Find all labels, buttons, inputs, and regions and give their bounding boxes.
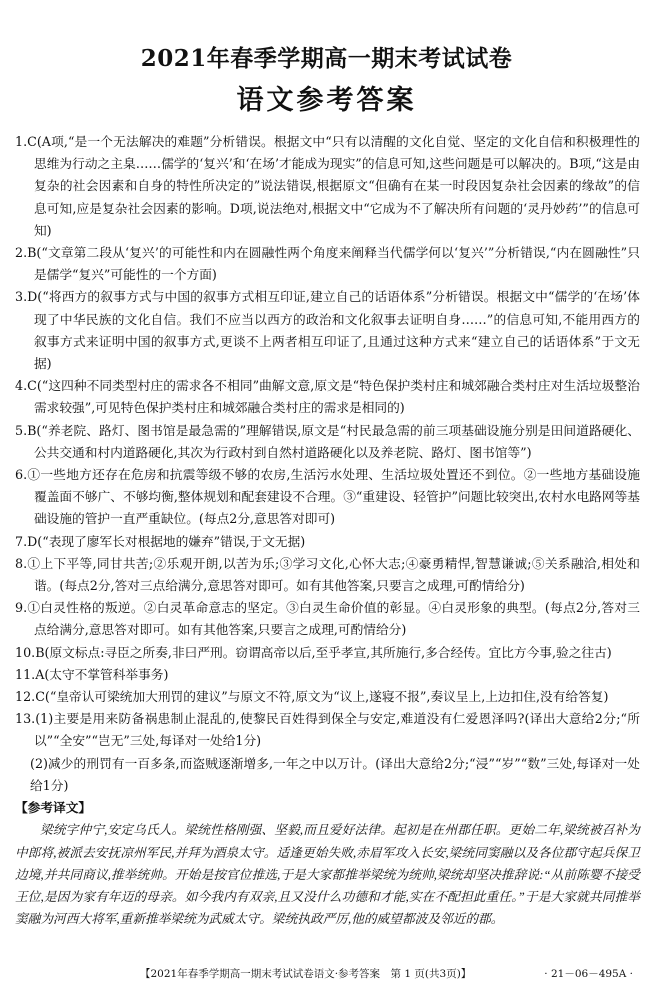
answer-item-13 [15,708,640,752]
exam-title: 2021年春季学期高一期末考试试卷 [140,45,513,72]
answer-text: B(“养老院、路灯、图书馆是最急需的”理解错误,原文是“村民最急需的前三项基础设施分别是田间道路硬化、公共交通和村内道路硬化,其次为行政村到自然村道路硬化以及养老院、路灯、图书馆等”) [27,422,640,460]
answer-item-5 [15,420,640,464]
answer-number: 8. [15,555,28,571]
answer-text: D(“表现了廖军长对根据地的嫌弃”错误,于文无据) [27,533,306,549]
answer-text: ①一些地方还存在危房和抗震等级不够的农房,生活污水处理、生活垃圾处置还不到位。②一些地方基础设施覆盖面不够广、不够均衡,整体规划和配套建设不合理。③“重建设、轻管护”问题比较突出,农村水电路网等基础设施的管护一直严重缺位。(每点2分,意思答对即可) [27,467,640,527]
answer-text: D(“将西方的叙事方式与中国的叙事方式相互印证,建立自己的话语体系”分析错误。根据文中“儒学的‘在场’体现了中华民族的文化自信。我们不应当以西方的政治和文化叙事去证明自身……”的信息可知,不能用西方的叙事方式来证明中国的叙事方式,更谈不上两者相互印证了,且通过这种方式来“建立自己的话语体系”于文无据) [27,289,640,372]
answer-number: 4. [15,378,28,394]
answer-list [15,131,640,930]
answer-number: 11. [15,666,36,682]
answer-text: B(原文标点:寻臣之所奏,非曰严刑。窃谓高帝以后,至乎孝宣,其所施行,多合经传。宜比方今事,验之往古) [35,644,612,660]
answer-number: 2. [15,245,28,261]
answer-number: 3. [15,289,28,305]
answer-text: C(“皇帝认可梁统加大刑罚的建议”与原文不符,原文为“议上,遂寝不报”,奏议呈上,上边扣住,没有给答复) [35,689,609,705]
answer-number: 13. [15,711,36,727]
answer-key-title: 语文参考答案 [236,85,417,116]
answer-number: 7. [15,533,28,549]
answer-number: 6. [15,467,28,483]
reference-translation-heading: 【参考译文】 [15,800,92,816]
answer-item-12 [15,686,640,708]
answer-item-4 [15,375,640,419]
answer-item-2 [15,242,640,286]
answer-number: 9. [15,600,28,616]
answer-text: B(“文章第二段从‘复兴’的可能性和内在圆融性两个角度来阐释当代儒学何以‘复兴’”分析错误,“内在圆融性”只是儒学“复兴”可能性的一个方面) [27,245,640,283]
answer-item-13-part-2: (2)减少的刑罚有一百多条,而盗贼逐渐增多,一年之中以万计。(译出大意给2分;“浸”“岁”“数”三处,每译对一处给1分) [30,755,640,793]
answer-item-8 [15,553,640,597]
answer-number: 10. [15,644,36,660]
answer-number: 12. [15,689,36,705]
answer-item-3 [15,286,640,375]
answer-text: ①白灵性格的叛逆。②白灵革命意志的坚定。③白灵生命价值的彰显。④白灵形象的典型。(每点2分,答对三点给满分,意思答对即可。如有其他答案,只要言之成理,可酌情给分) [27,600,640,638]
answer-text: ①上下平等,同甘共苦;②乐观开朗,以苦为乐;③学习文化,心怀大志;④豪勇精悍,智慧谦诚;⑤关系融洽,相处和谐。(每点2分,答对三点给满分,意思答对即可。如有其他答案,只要言之成理,可酌情给分) [27,555,640,594]
answer-item-11 [15,664,640,686]
answer-number: 5. [15,422,28,438]
footer-code: · 21－06－495A · [544,968,633,980]
answer-text: C(A项,“是一个无法解决的难题”分析错误。根据文中“只有以清醒的文化自觉、坚定的文化自信和积极理性的思维为行动之主臬……儒学的‘复兴’和‘在场’才能成为现实”的信息可知,这些问题是可以解决的。B项,“这是由复杂的社会因素和自身的特性所决定的”说法错误,根据原文“但确有在某一时段因复杂社会因素的缘故”的信息可知,应是复杂社会因素的影响。D项,说法绝对,根据文中“它成为不了解决所有问题的‘灵丹妙药’”的信息可知) [27,134,640,238]
answer-text: (1)主要是用来防备祸患制止混乱的,使黎民百姓得到保全与安定,难道没有仁爱恩泽吗?(译出大意给2分;“所以”“全安”“岂无”三处,每译对一处给1分) [34,711,640,749]
answer-number: 1. [15,134,28,149]
answer-item-9 [15,597,640,641]
answer-text: C(“这四种不同类型村庄的需求各不相同”曲解文意,原文是“特色保护类村庄和城郊融合类村庄对生活垃圾整治需求较强”,可见特色保护类村庄和城郊融合类村庄的需求是相同的) [27,378,640,416]
footer-page-info: 【2021年春季学期高一期末考试试卷语文·参考答案 第 1 页(共3页)】 [140,968,472,980]
reference-translation-text: 梁统字仲宁,安定乌氏人。梁统性格刚强、坚毅,而且爱好法律。起初是在州郡任职。更始二年,梁统被召补为中郎将,被派去安抚凉州军民,并拜为酒泉太守。适逢更始失败,赤眉军攻入长安,梁统同窦融以及各位郡守起兵保卫边境,并共同商议,推举统帅。开始是按官位推选,于是大家都推举梁统为统帅,梁统却坚决推辞说:“从前陈婴不接受王位,是因为家有年迈的母亲。如今我内有双亲,且又没什么功德和才能,实在不配担此重任。”于是大家就共同推举窦融为河西大将军,重新推举梁统为武威太守。梁统执政严厉,他的威望都波及邻近的郡。 [15,823,640,927]
answer-item-7 [15,531,640,553]
answer-text: A(太守不掌管科举事务) [35,666,169,682]
answer-item-6 [15,464,640,531]
answer-item-1 [15,131,640,242]
answer-item-10 [15,642,640,664]
